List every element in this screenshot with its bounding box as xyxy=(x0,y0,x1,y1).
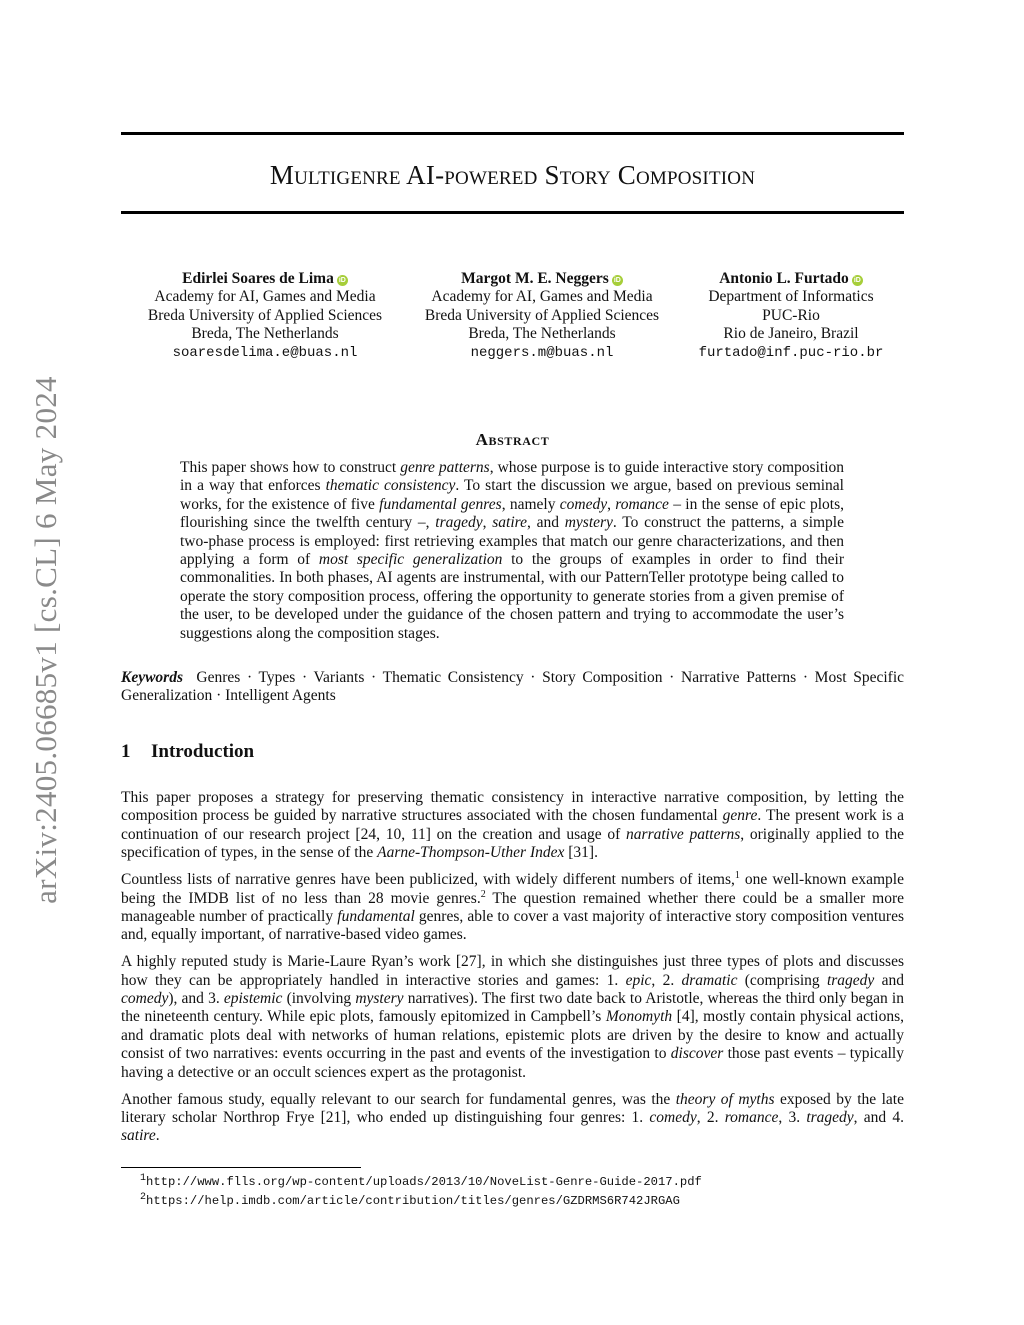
author-institution: Breda University of Applied Sciences xyxy=(147,306,383,324)
author-email[interactable]: soaresdelima.e@buas.nl xyxy=(172,344,358,361)
abstract-text: This paper shows how to construct genre patterns, whose purpose is to guide interactive story composition in a way that enforces thematic consistency. To start the discussion we argue, based on previous seminal works, for the existence of five fundamental genres, namely comedy, romance – in the sense of epic plots, flourishing since the twelfth century –, tragedy, satire, and mystery. To construct the patterns, a simple two-phase process is employed: first retrieving examples that match our genre characterizations, and then applying a form of most specific generalization to the groups of examples in order to find their commonalities. In both phases, AI agents are instrumental, with our PatternTeller prototype being called to operate the story composition process, offering the opportunity to generate stories from a given premise of the user, to be developed under the guidance of the chosen pattern and trying to accommodate the user’s suggestions along the composition stages. xyxy=(180,459,845,642)
footnote-2: $^2$https://help.imdb.com/article/contribution/titles/genres/GZDRMS6R742JRGAG xyxy=(140,1191,680,1208)
footnote-link[interactable]: http://www.flls.org/wp-content/uploads/2013/10/NoveList-Genre-Guide-2017.pdf xyxy=(146,1175,702,1189)
section-heading xyxy=(121,741,254,763)
paragraph: Another famous study, equally relevant to our search for fundamental genres, was the theory of myths exposed by the late literary scholar Northrop Frye [21], who ended up distinguishing four genres: 1. comedy, 2. romance, 3. tragedy, and 4. satire. xyxy=(121,1090,904,1145)
title-rule-top xyxy=(121,132,904,135)
author-location: Rio de Janeiro, Brazil xyxy=(723,325,859,343)
footnote-ref[interactable]: 1 xyxy=(734,869,740,881)
author-name: Margot M. E. Neggers xyxy=(461,270,609,287)
keywords xyxy=(121,669,904,706)
author-2 xyxy=(407,270,677,362)
paragraph: Countless lists of narrative genres have been publicized, with widely different numbers of items,$^1$ one well-known example being the IMDB list of no less than 28 movie genres.$^2$ The question remained whether there could be a smaller more manageable number of practically fundamental genres, able to cover a vast majority of interactive story composition ventures and, equally important, of narrative-based video games. xyxy=(121,869,904,944)
section-title: Introduction xyxy=(151,741,255,762)
title-rule-bottom xyxy=(121,211,904,214)
footnote-1: $^1$http://www.flls.org/wp-content/uploads/2013/10/NoveList-Genre-Guide-2017.pdf xyxy=(140,1172,702,1189)
orcid-icon[interactable]: iD xyxy=(613,277,621,284)
orcid-icon[interactable]: iD xyxy=(338,277,346,284)
author-1 xyxy=(130,270,400,362)
author-name: Antonio L. Furtado xyxy=(719,270,849,287)
author-email[interactable]: neggers.m@buas.nl xyxy=(470,344,614,361)
author-location: Breda, The Netherlands xyxy=(468,325,616,343)
section-number: 1 xyxy=(121,741,131,762)
footnote-ref[interactable]: 2 xyxy=(480,888,486,900)
author-affiliation: Academy for AI, Games and Media xyxy=(154,288,376,306)
author-location: Breda, The Netherlands xyxy=(191,325,339,343)
author-name: Edirlei Soares de Lima xyxy=(182,270,334,287)
arxiv-identifier: arXiv:2405.06685v1 [cs.CL] 6 May 2024 xyxy=(28,376,63,904)
orcid-icon[interactable]: iD xyxy=(853,277,861,284)
keywords-list: Genres · Types · Variants · Thematic Consistency · Story Composition · Narrative Patterns · Most Specific Generalization · Intelligent Agents xyxy=(121,669,904,705)
author-institution: PUC-Rio xyxy=(762,306,820,324)
paragraph: This paper proposes a strategy for preserving thematic consistency in interactive narrative composition, by letting the composition process be guided by narrative structures associated with the chosen fundamental genre. The present work is a continuation of our research project [24, 10, 11] on the creation and usage of narrative patterns, originally applied to the specification of types, in the sense of the Aarne-Thompson-Uther Index [31]. xyxy=(121,789,904,862)
author-3 xyxy=(680,270,902,362)
author-affiliation: Department of Informatics xyxy=(708,288,874,306)
paper-title: Multigenre AI-powered Story Composition xyxy=(269,160,756,190)
abstract-heading: Abstract xyxy=(475,430,550,449)
paragraph: A highly reputed study is Marie-Laure Ryan’s work [27], in which she distinguishes just three types of plots and discusses how they can be appropriately handled in interactive stories and games: 1. epic, 2. dramatic (comprising tragedy and comedy), and 3. epistemic (involving mystery narratives). The first two date back to Aristotle, whereas the third only began in the nineteenth century. While epic plots, famously epitomized in Campbell’s Monomyth [4], mostly contain physical actions, and dramatic plots deal with networks of human relations, epistemic plots are driven by the desire to know and actually consist of two narratives: events occurring in the past and events of the investigation to discover those past events – typically having a detective or an occult sciences expert as the protagonist. xyxy=(121,953,905,1081)
footnotes xyxy=(140,1173,702,1210)
footnote-rule xyxy=(121,1167,361,1168)
footnote-link[interactable]: https://help.imdb.com/article/contribution/titles/genres/GZDRMS6R742JRGAG xyxy=(146,1193,680,1208)
author-affiliation: Academy for AI, Games and Media xyxy=(431,288,653,306)
section-body xyxy=(121,789,904,1154)
author-email[interactable]: furtado@inf.puc-rio.br xyxy=(698,344,884,361)
author-institution: Breda University of Applied Sciences xyxy=(424,306,660,324)
keywords-label: Keywords xyxy=(121,669,183,686)
